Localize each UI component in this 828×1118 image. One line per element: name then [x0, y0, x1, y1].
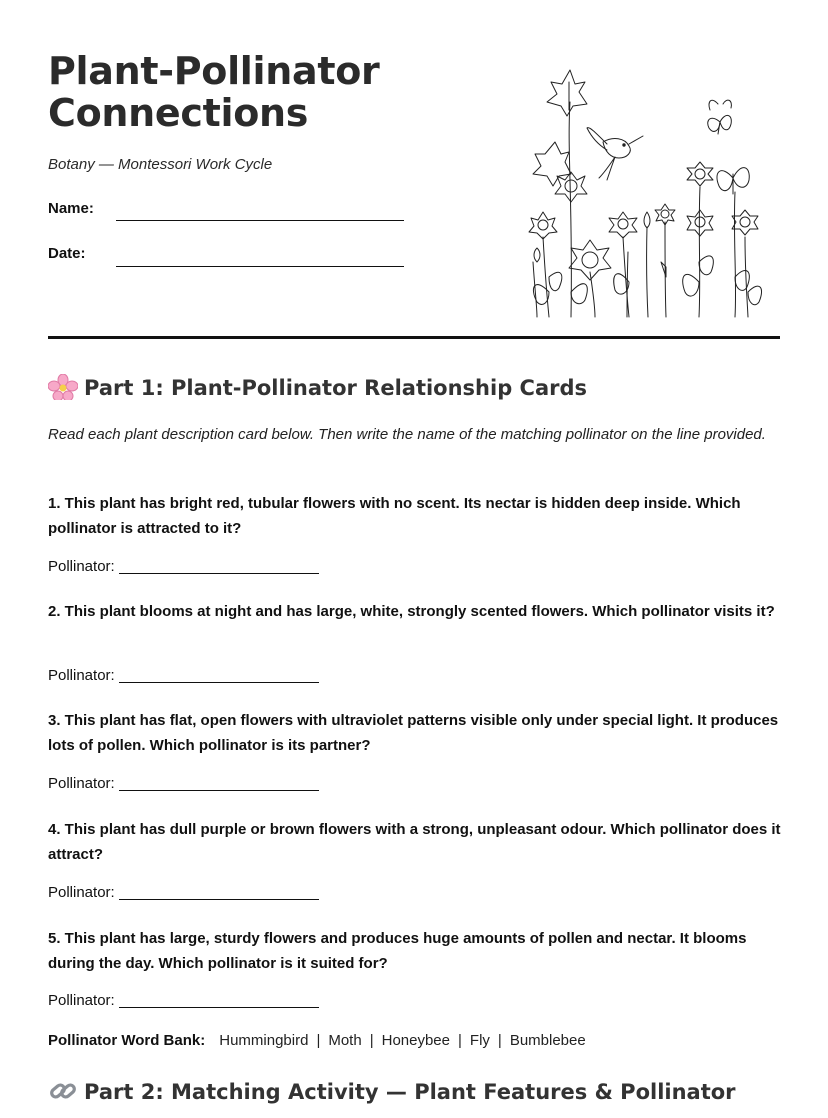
question-4: 4. This plant has dull purple or brown flowers with a strong, unpleasant odour. Which pollinator does it attract?	[48, 821, 781, 863]
flower-heads	[529, 162, 758, 280]
answer-blank-4[interactable]	[119, 885, 319, 900]
answer-label: Pollinator:	[48, 775, 115, 792]
answer-label: Pollinator:	[48, 992, 115, 1009]
page-title	[48, 50, 379, 134]
answer-blank-1[interactable]	[119, 559, 319, 574]
butterflies	[708, 100, 750, 194]
title-line-1: Plant-Pollinator	[48, 49, 380, 93]
word-bank-separator: |	[497, 1032, 502, 1049]
word-bank-item: Bumblebee	[509, 1032, 586, 1049]
answer-blank-5[interactable]	[119, 993, 319, 1008]
answer-row-1	[48, 558, 319, 575]
hummingbird	[587, 128, 643, 180]
answer-label: Pollinator:	[48, 884, 115, 901]
question-5: 5. This plant has large, sturdy flowers and produces huge amounts of pollen and nectar. It blooms during the day. Which pollinator is it suited for?	[48, 930, 747, 972]
question-3: 3. This plant has flat, open flowers with ultraviolet patterns visible only under special light. It produces lots of pollen. Which pollinator is its partner?	[48, 712, 779, 754]
answer-label: Pollinator:	[48, 667, 115, 684]
date-label: Date:	[48, 245, 86, 262]
word-bank-separator: |	[458, 1032, 462, 1049]
header-divider	[48, 336, 780, 339]
word-bank-separator: |	[316, 1032, 321, 1049]
part2-title-text: Part 2: Matching Activity — Plant Features & Pollinator	[84, 1080, 736, 1104]
name-label: Name:	[48, 200, 94, 217]
question-2: 2. This plant blooms at night and has large, white, strongly scented flowers. Which pollinator visits it?	[48, 603, 775, 620]
name-field[interactable]	[116, 220, 404, 221]
link-icon	[48, 1078, 78, 1104]
word-bank-item: Moth	[328, 1032, 362, 1049]
answer-row-4	[48, 884, 319, 901]
answer-label: Pollinator:	[48, 558, 115, 575]
part1-title-text: Part 1: Plant-Pollinator Relationship Cards	[84, 376, 588, 400]
part1-title	[48, 374, 587, 400]
question-1: 1. This plant has bright red, tubular flowers with no scent. Its nectar is hidden deep inside. Which pollinator is attracted to it?	[48, 495, 741, 537]
date-field[interactable]	[116, 266, 404, 267]
answer-blank-2[interactable]	[119, 668, 319, 683]
title-line-2: Connections	[48, 91, 309, 135]
answer-blank-3[interactable]	[119, 776, 319, 791]
word-bank-item: Hummingbird	[219, 1032, 309, 1049]
stems	[533, 102, 748, 317]
part1-instructions: Read each plant description card below. Then write the name of the matching pollinator on the line provided.	[48, 426, 766, 443]
subtitle: Botany — Montessori Work Cycle	[48, 156, 273, 173]
part2-title	[48, 1078, 736, 1104]
word-bank-separator: |	[369, 1032, 374, 1049]
word-bank-item: Fly	[469, 1032, 490, 1049]
word-bank	[48, 1032, 586, 1049]
word-bank-label: Pollinator Word Bank:	[48, 1032, 206, 1049]
answer-row-3	[48, 775, 319, 792]
top-leaves	[533, 70, 587, 186]
word-bank-item: Honeybee	[381, 1032, 450, 1049]
wildflowers-illustration	[515, 62, 780, 322]
answer-row-2	[48, 667, 319, 684]
answer-row-5	[48, 992, 319, 1009]
cherry-blossom-icon	[48, 374, 78, 400]
